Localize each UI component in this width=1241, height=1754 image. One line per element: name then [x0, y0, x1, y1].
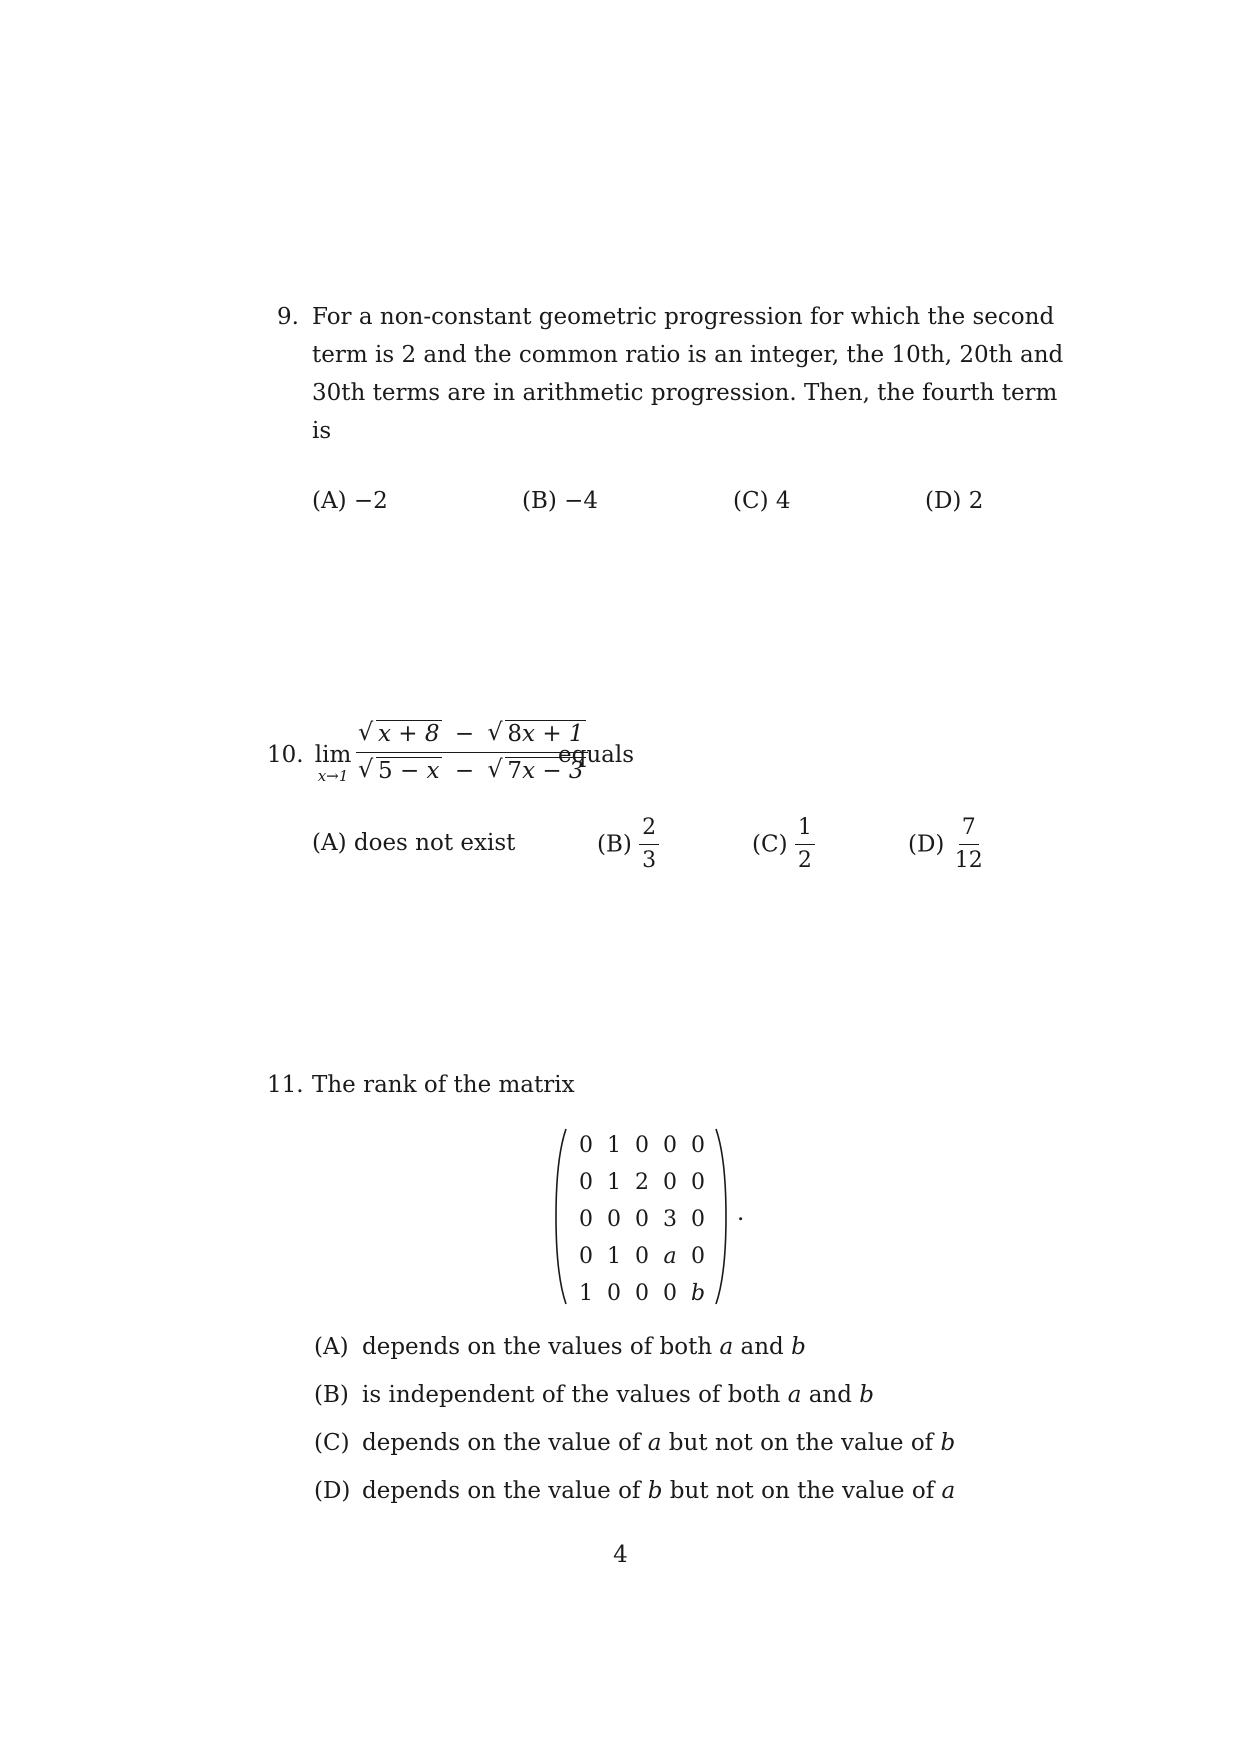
matrix-cell: 0	[663, 1133, 677, 1158]
question-9-option-a[interactable]: (A) −2	[312, 488, 388, 514]
option-label: (D)	[314, 1478, 351, 1504]
matrix-cell: 1	[607, 1170, 621, 1195]
matrix-cell: 0	[635, 1281, 649, 1306]
matrix-cell: 0	[691, 1170, 705, 1195]
matrix-cell: 0	[635, 1207, 649, 1232]
matrix-cell: 0	[579, 1133, 593, 1158]
matrix-cell: a	[663, 1244, 677, 1269]
page-number: 4	[613, 1542, 628, 1568]
matrix-row	[572, 1239, 712, 1276]
sqrt-5-minus-x: √ 5 − x	[358, 757, 442, 785]
question-9-number: 9.	[277, 304, 299, 330]
question-10-option-d[interactable]	[908, 814, 986, 875]
option-d-label: (D)	[908, 831, 945, 858]
matrix-cell: 0	[663, 1281, 677, 1306]
limit-label: lim	[314, 742, 352, 768]
matrix-row	[572, 1276, 712, 1313]
fraction-two-thirds: $\frac{2}{3}$	[639, 814, 659, 875]
matrix-cell: 0	[579, 1207, 593, 1232]
matrix-row	[572, 1165, 712, 1202]
matrix-cell: 0	[663, 1170, 677, 1195]
option-label: (B)	[314, 1382, 349, 1408]
matrix-cell: 2	[635, 1170, 649, 1195]
question-11-option-d[interactable]: (D) depends on the value of b but not on the value of a	[314, 1478, 956, 1504]
limit-fraction	[356, 720, 588, 785]
limit-operator	[312, 734, 354, 784]
matrix-cell: 0	[691, 1133, 705, 1158]
question-9-line-2: term is 2 and the common ratio is an integer, the 10th, 20th and	[312, 342, 1064, 368]
question-11-option-a[interactable]: (A) depends on the values of both a and b	[314, 1334, 806, 1360]
option-c-label: (C)	[752, 831, 788, 858]
matrix-left-paren	[555, 1128, 567, 1305]
question-9-line-4: is	[312, 418, 332, 444]
matrix-cell: 1	[607, 1244, 621, 1269]
question-9-line-1: For a non-constant geometric progression for which the second	[312, 304, 1055, 330]
question-9-option-b[interactable]: (B) −4	[522, 488, 599, 514]
matrix-cell: 0	[691, 1207, 705, 1232]
question-9-line-3: 30th terms are in arithmetic progression. Then, the fourth term	[312, 380, 1058, 406]
option-label: (C)	[314, 1430, 350, 1456]
matrix-grid	[572, 1128, 712, 1313]
fraction-seven-twelfths: $\frac{7}{12}$	[954, 815, 983, 873]
matrix-row	[572, 1202, 712, 1239]
matrix	[555, 1128, 727, 1305]
denominator-minus: −	[454, 758, 475, 784]
sqrt-8x-plus-1: √ 8x + 1	[487, 720, 585, 748]
matrix-cell: 1	[607, 1133, 621, 1158]
question-10-option-b[interactable]	[597, 814, 659, 875]
question-9-option-c[interactable]: (C) 4	[733, 488, 791, 514]
question-11-number: 11.	[267, 1072, 304, 1098]
question-10-number: 10.	[267, 742, 304, 768]
matrix-cell: 0	[607, 1281, 621, 1306]
matrix-cell: 0	[691, 1244, 705, 1269]
fraction-numerator	[356, 720, 588, 753]
matrix-cell: 0	[579, 1244, 593, 1269]
question-11-option-c[interactable]: (C) depends on the value of a but not on the value of b	[314, 1430, 956, 1456]
question-11-option-b[interactable]: (B) is independent of the values of both a and b	[314, 1382, 875, 1408]
matrix-cell: 1	[579, 1281, 593, 1306]
matrix-right-paren	[715, 1128, 727, 1305]
sqrt-x-plus-8: √ x + 8	[358, 720, 442, 748]
fraction-one-half: $\frac{1}{2}$	[795, 814, 815, 875]
sqrt-7x-minus-3: √ 7x − 3	[487, 757, 585, 785]
matrix-cell: 0	[579, 1170, 593, 1195]
question-11-stem: The rank of the matrix	[312, 1072, 575, 1098]
matrix-period: .	[737, 1200, 745, 1226]
matrix-cell: 3	[663, 1207, 677, 1232]
matrix-cell: b	[690, 1281, 706, 1306]
fraction-denominator	[356, 753, 588, 785]
numerator-minus: −	[454, 721, 475, 747]
question-10-option-a[interactable]: (A) does not exist	[312, 830, 516, 856]
question-9-option-d[interactable]: (D) 2	[925, 488, 984, 514]
option-label: (A)	[314, 1334, 349, 1360]
matrix-cell: 0	[635, 1244, 649, 1269]
matrix-row	[572, 1128, 712, 1165]
matrix-cell: 0	[607, 1207, 621, 1232]
option-b-label: (B)	[597, 831, 632, 858]
matrix-cell: 0	[635, 1133, 649, 1158]
limit-subscript: x→1	[317, 767, 349, 785]
question-10-option-c[interactable]	[752, 814, 815, 875]
question-10-tail: equals	[558, 742, 635, 768]
